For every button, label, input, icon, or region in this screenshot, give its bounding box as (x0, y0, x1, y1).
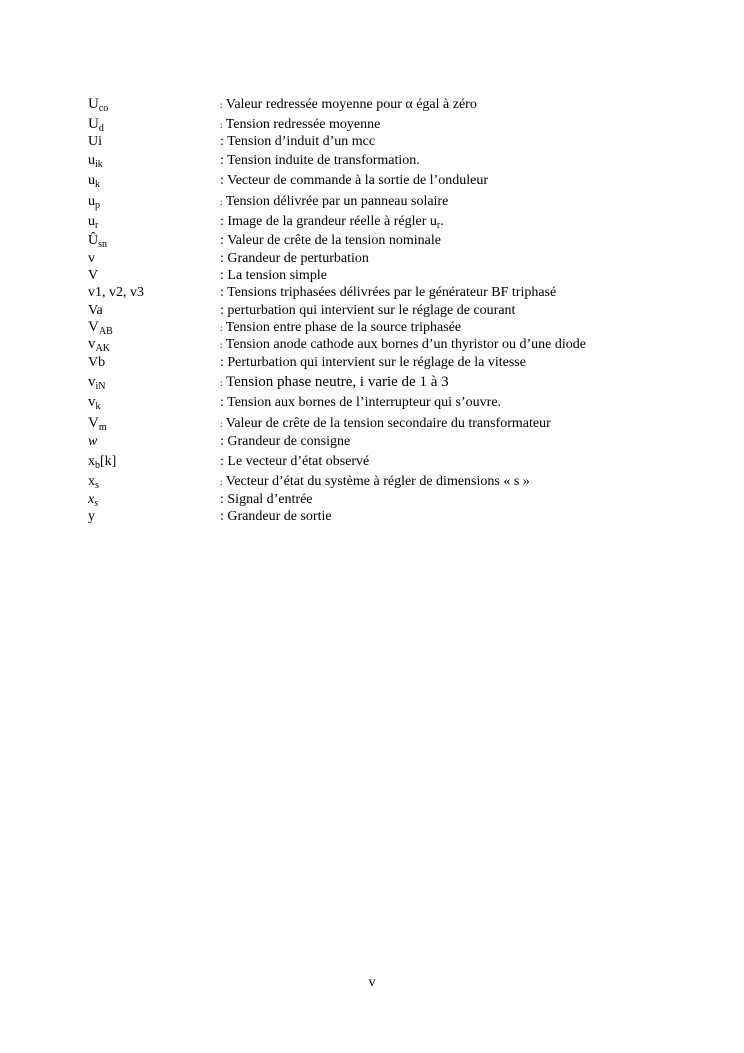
glossary-row (88, 451, 369, 472)
separator-colon: : (220, 173, 224, 188)
glossary-definition (220, 232, 441, 250)
glossary-row (88, 250, 369, 267)
glossary-definition (220, 284, 556, 302)
definition-text: Tension délivrée par un panneau solaire (225, 194, 449, 209)
glossary-row (88, 392, 501, 413)
definition-text: Valeur de crête de la tension secondaire du transformateur (225, 416, 551, 431)
separator-colon: : (220, 355, 224, 370)
glossary-symbol (88, 302, 220, 319)
definition-suffix: . (440, 214, 444, 229)
glossary-definition (220, 191, 448, 213)
symbol-subscript: AK (95, 343, 110, 354)
symbol-text: w (88, 434, 98, 449)
separator-colon: : (220, 214, 224, 229)
symbol-subscript: s (95, 480, 99, 491)
definition-text: La tension simple (227, 268, 327, 283)
definition-text: Tension d’induit d’un mcc (227, 134, 376, 149)
definition-text: Tension aux bornes de l’interrupteur qui s’ouvre. (227, 395, 502, 410)
separator-colon: : (220, 134, 224, 149)
glossary-symbol (88, 267, 220, 284)
symbol-subscript: k (95, 401, 101, 412)
glossary-row (88, 171, 488, 191)
symbol-text: v1, v2, v3 (88, 285, 144, 300)
symbol-text: x (88, 492, 95, 507)
glossary-row (88, 212, 444, 232)
glossary-symbol (88, 433, 220, 451)
symbol-subscript: m (98, 422, 107, 433)
definition-text: Grandeur de consigne (227, 434, 351, 449)
glossary-definition (220, 392, 501, 413)
definition-text: Grandeur de sortie (227, 509, 332, 524)
symbol-suffix: [k] (100, 454, 117, 469)
separator-colon: : (220, 378, 223, 388)
definition-text: Tension entre phase de la source triphasée (225, 320, 462, 335)
separator-colon: : (220, 419, 223, 429)
glossary-definition (220, 508, 332, 526)
glossary-symbol (88, 284, 220, 302)
separator-colon: : (220, 251, 224, 266)
definition-text: Tension phase neutre, i varie de 1 à 3 (226, 374, 449, 390)
glossary-row (88, 267, 327, 284)
symbol-text: x (88, 474, 95, 489)
glossary-row (88, 336, 586, 353)
symbol-subscript: r (95, 220, 99, 231)
glossary-definition (220, 319, 461, 337)
separator-colon: : (220, 477, 223, 487)
glossary-definition (220, 151, 420, 171)
symbol-text: Û (88, 233, 99, 248)
definition-subscript: r (436, 220, 441, 231)
symbol-subscript: k (95, 179, 100, 190)
separator-colon: : (220, 509, 224, 524)
separator-colon: : (220, 197, 223, 207)
symbol-text: x (88, 454, 95, 469)
glossary-row (88, 133, 375, 151)
separator-colon: : (220, 323, 223, 333)
symbol-text: v (88, 336, 96, 352)
glossary-row (88, 353, 526, 372)
glossary-row (88, 413, 551, 433)
separator-colon: : (220, 120, 223, 130)
definition-text: Perturbation qui intervient sur le réglage de la vitesse (227, 355, 526, 370)
definition-text: Tension induite de transformation. (227, 153, 420, 168)
glossary-row (88, 191, 448, 212)
symbol-text: U (88, 116, 99, 132)
separator-colon: : (220, 153, 224, 168)
glossary-row (88, 472, 530, 491)
glossary-definition (220, 116, 380, 134)
separator-colon: : (220, 100, 223, 110)
definition-text: Le vecteur d’état observé (227, 454, 370, 469)
symbol-text: v (88, 374, 96, 390)
glossary-symbol (88, 353, 220, 372)
symbol-subscript: b (95, 460, 100, 471)
separator-colon: : (220, 492, 224, 507)
separator-colon: : (220, 285, 224, 300)
separator-colon: : (220, 395, 224, 410)
symbol-subscript: d (98, 123, 104, 134)
symbol-text: y (88, 509, 95, 524)
glossary-row (88, 433, 350, 451)
glossary-definition (220, 302, 515, 319)
glossary-row (88, 491, 313, 508)
definition-text: Valeur de crête de la tension nominale (227, 233, 441, 248)
symbol-text: u (88, 214, 95, 229)
symbol-text: v (88, 394, 96, 410)
definition-text: perturbation qui intervient sur le réglage de courant (227, 303, 516, 318)
glossary-row (88, 284, 556, 302)
separator-colon: : (220, 233, 224, 248)
symbol-text: v (88, 251, 95, 266)
symbol-subscript: p (95, 200, 100, 211)
definition-text: Valeur redressée moyenne pour α égal à zéro (225, 97, 477, 112)
definition-text: Grandeur de perturbation (227, 251, 369, 266)
glossary-definition (220, 472, 530, 492)
glossary-symbol (88, 250, 220, 267)
definition-text: Tension anode cathode aux bornes d’un thyristor ou d’une diode (225, 337, 586, 352)
glossary-symbol (88, 133, 220, 151)
glossary-definition (220, 267, 327, 284)
glossary-definition (220, 171, 488, 191)
glossary-row (88, 232, 441, 250)
symbol-subscript: iN (95, 381, 106, 392)
glossary-row (88, 93, 477, 116)
separator-colon: : (220, 268, 224, 283)
glossary-row (88, 302, 515, 319)
symbol-text: u (88, 194, 95, 209)
separator-colon: : (220, 303, 224, 318)
page-number: v (368, 975, 376, 990)
symbol-subscript: sn (98, 239, 108, 250)
glossary-definition (220, 433, 350, 451)
separator-colon: : (220, 434, 224, 449)
symbol-text: U (88, 96, 99, 112)
symbol-text: Vb (88, 355, 106, 370)
symbol-subscript: s (94, 498, 99, 509)
symbol-text: V (88, 268, 99, 283)
glossary-row (88, 372, 449, 392)
glossary-definition (220, 372, 449, 393)
symbol-text: V (88, 415, 99, 431)
separator-colon: : (220, 340, 223, 350)
definition-text: Vecteur de commande à la sortie de l’onduleur (227, 173, 488, 188)
glossary-row (88, 116, 380, 133)
symbol-text: Ui (88, 134, 102, 149)
glossary-row (88, 508, 332, 526)
glossary-definition (220, 451, 369, 472)
definition-text: Tensions triphasées délivrées par le générateur BF triphasé (227, 285, 557, 300)
glossary-definition (220, 250, 369, 267)
symbol-text: u (88, 153, 95, 168)
definition-text: Image de la grandeur réelle à régler u (227, 214, 437, 229)
symbol-text: Va (88, 303, 103, 318)
glossary-definition (220, 336, 586, 354)
definition-text: Signal d’entrée (227, 492, 313, 507)
definition-text: Tension redressée moyenne (225, 117, 381, 132)
glossary-row (88, 151, 420, 171)
glossary-definition (220, 133, 375, 151)
symbol-text: u (88, 173, 95, 188)
glossary-definition (220, 414, 551, 434)
symbol-text: V (88, 319, 99, 335)
symbol-subscript: ik (95, 159, 103, 170)
definition-text: Vecteur d’état du système à régler de dimensions « s » (225, 474, 530, 489)
glossary-symbol (88, 508, 220, 526)
glossary-definition (220, 491, 313, 508)
separator-colon: : (220, 454, 224, 469)
glossary-row (88, 319, 461, 336)
symbol-subscript: AB (98, 326, 113, 337)
glossary-definition (220, 93, 477, 117)
symbol-subscript: co (98, 103, 109, 114)
glossary-definition (220, 353, 526, 372)
